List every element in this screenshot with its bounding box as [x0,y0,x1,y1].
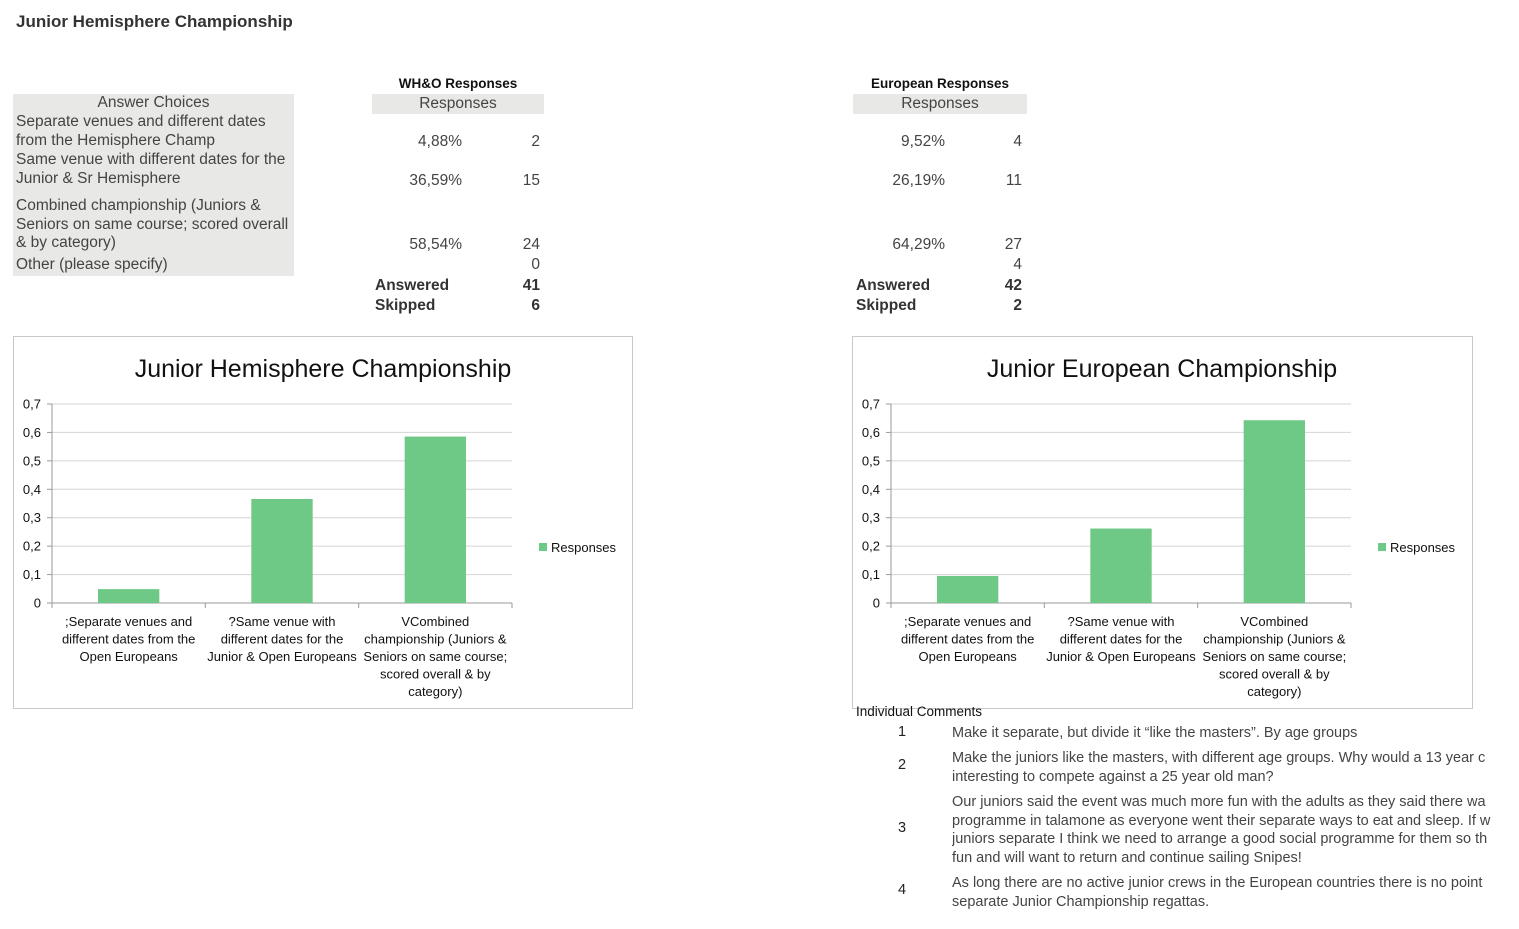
answer-choice-3: Combined championship (Juniors & Seniors on same course; scored overall & by category) [16,197,289,251]
who-count-3: 24 [522,236,540,253]
chart0-ytick-label-5: 0,5 [22,453,41,469]
chart1-category-label-3-line-1: VCombined [1240,614,1309,629]
chart1-category-label-3-line-5: category) [1247,684,1302,699]
chart1-bar-2 [1090,529,1151,603]
european-answered-label: Answered [856,277,931,294]
european-answered-value: 42 [1004,277,1022,294]
chart0-ytick-label-4: 0,4 [22,481,41,497]
european-percent-1: 9,52% [901,133,945,150]
chart1-category-label-2-line-2: different dates for the [1059,631,1183,647]
chart0-category-label-2-line-1: ?Same venue with [228,614,336,629]
chart0-ytick-label-0: 0 [33,595,41,611]
chart0-category-label-1-line-1: ;Separate venues and [65,614,193,629]
who-count-1: 2 [531,133,540,150]
answer-choice-4: Other (please specify) [16,256,168,273]
chart0-ytick-label-6: 0,6 [22,424,41,440]
european-skipped-value: 2 [1013,297,1022,314]
european-count-2: 11 [1005,172,1022,189]
chart0-title: Junior Hemisphere Championship [134,355,512,383]
comment-2 [952,749,1492,786]
chart1-ytick-label-4: 0,4 [861,481,880,497]
comment-1-line-1: Make it separate, but divide it “like the masters”. By age groups [952,725,1358,741]
chart0-category-label-2-line-2: different dates for the [220,631,344,647]
comment-number-4: 4 [897,882,907,898]
who-percent-3: 58,54% [409,236,462,253]
answer-choice-2: Same venue with different dates for the Junior & Sr Hemisphere [16,151,286,187]
comment-3-line-4: fun and will want to return and continue sailing Snipes! [952,849,1302,866]
chart0-category-label-3-line-3: Seniors on same course; [363,649,508,664]
chart1-category-label-2 [1046,614,1196,664]
answer-choice-1: Separate venues and different dates from the Hemisphere Champ [16,113,266,149]
who-answered-label: Answered [375,277,450,294]
european-percent-2: 26,19% [892,172,945,189]
chart1-legend-label: Responses [1390,540,1456,555]
chart1-ytick-label-6: 0,6 [861,424,880,440]
chart1-bar-3 [1244,420,1305,603]
comment-4-line-1: As long there are no active junior crews in the European countries there is no point [952,875,1483,891]
answer-choices-header: Answer Choices [97,94,210,111]
european-responses-header: Responses [853,94,1027,114]
comment-3-line-3: juniors separate I think we need to arrange a good social programme for them so th [952,831,1488,847]
chart-european-svg [853,337,1472,708]
individual-comments-title: Individual Comments [856,704,983,719]
chart1-ytick-label-5: 0,5 [861,453,880,469]
chart1-ytick-label-0: 0 [872,595,880,611]
chart0-category-label-3 [363,614,507,699]
chart0-category-label-1-line-2: different dates from the [61,631,196,647]
comment-number-3: 3 [897,820,907,836]
comment-3-line-2: programme in talamone as everyone went their separate ways to eat and sleep. If w [952,812,1491,829]
chart1-legend-swatch [1378,543,1386,551]
chart0-ytick-label-1: 0,1 [22,567,41,583]
chart0-ytick-label-3: 0,3 [22,510,41,526]
chart1-category-label-2-line-1: ?Same venue with [1067,614,1175,629]
chart0-category-label-1 [62,614,195,664]
comment-2-line-2: interesting to compete against a 25 year old man? [952,768,1274,785]
comment-number-2: 2 [897,757,907,773]
comment-3-line-1: Our juniors said the event was much more fun with the adults as they said there wa [952,794,1486,810]
chart1-category-label-1-line-3: Open Europeans [918,649,1017,664]
who-skipped-value: 6 [531,297,540,314]
who-count-2: 15 [522,172,540,189]
chart1-ytick-label-7: 0,7 [861,396,880,412]
chart0-legend-swatch [539,543,547,551]
chart-hemisphere [13,336,633,709]
chart1-category-label-1-line-1: ;Separate venues and [904,614,1032,629]
who-responses-header: Responses [372,94,544,114]
chart0-category-label-3-line-2: championship (Juniors & [364,631,507,647]
chart0-category-label-3-line-4: scored overall & by [380,666,491,682]
european-percent-3: 64,29% [892,236,945,253]
chart1-category-label-2-line-3: Junior & Open Europeans [1046,649,1196,664]
comment-number-1: 1 [897,724,907,740]
chart1-category-label-1 [901,614,1034,664]
chart0-bar-1 [98,589,159,603]
chart0-category-label-3-line-5: category) [408,684,463,699]
european-responses-heading: European Responses [870,76,1010,91]
chart0-ytick-label-7: 0,7 [22,396,41,412]
european-count-1: 4 [1013,133,1022,150]
european-skipped-label: Skipped [856,297,917,314]
comment-2-line-1: Make the juniors like the masters, with different age groups. Why would a 13 year c [952,750,1486,766]
european-count-3: 27 [1004,236,1022,253]
chart0-bar-2 [251,499,312,603]
chart0-category-label-2-line-3: Junior & Open Europeans [207,649,357,664]
page-title: Junior Hemisphere Championship [16,12,293,31]
chart0-bar-3 [405,437,466,603]
chart0-category-label-3-line-1: VCombined [401,614,470,629]
chart1-ytick-label-2: 0,2 [861,538,880,554]
chart1-category-label-3-line-2: championship (Juniors & [1203,631,1346,647]
who-count-4: 0 [531,256,540,273]
comment-4-line-2: separate Junior Championship regattas. [952,893,1210,910]
chart1-bar-1 [937,576,998,603]
chart1-ytick-label-3: 0,3 [861,510,880,526]
comment-4 [952,874,1492,911]
chart1-category-label-3-line-3: Seniors on same course; [1202,649,1347,664]
chart1-category-label-3-line-4: scored overall & by [1219,666,1330,682]
who-answered-value: 41 [522,277,540,294]
european-count-4: 4 [1013,256,1022,273]
chart0-ytick-label-2: 0,2 [22,538,41,554]
chart0-category-label-2 [207,614,357,664]
chart1-title: Junior European Championship [986,355,1338,383]
chart-hemisphere-svg [14,337,632,708]
chart1-ytick-label-1: 0,1 [861,567,880,583]
chart1-category-label-3 [1202,614,1346,699]
who-percent-1: 4,88% [418,133,462,150]
comment-3 [952,793,1492,867]
chart0-category-label-1-line-3: Open Europeans [79,649,178,664]
chart0-legend-label: Responses [551,540,617,555]
who-responses-heading: WH&O Responses [398,76,518,91]
comment-1 [952,724,1492,743]
chart1-category-label-1-line-2: different dates from the [900,631,1035,647]
who-skipped-label: Skipped [375,297,436,314]
chart-european [852,336,1473,709]
who-percent-2: 36,59% [409,172,462,189]
